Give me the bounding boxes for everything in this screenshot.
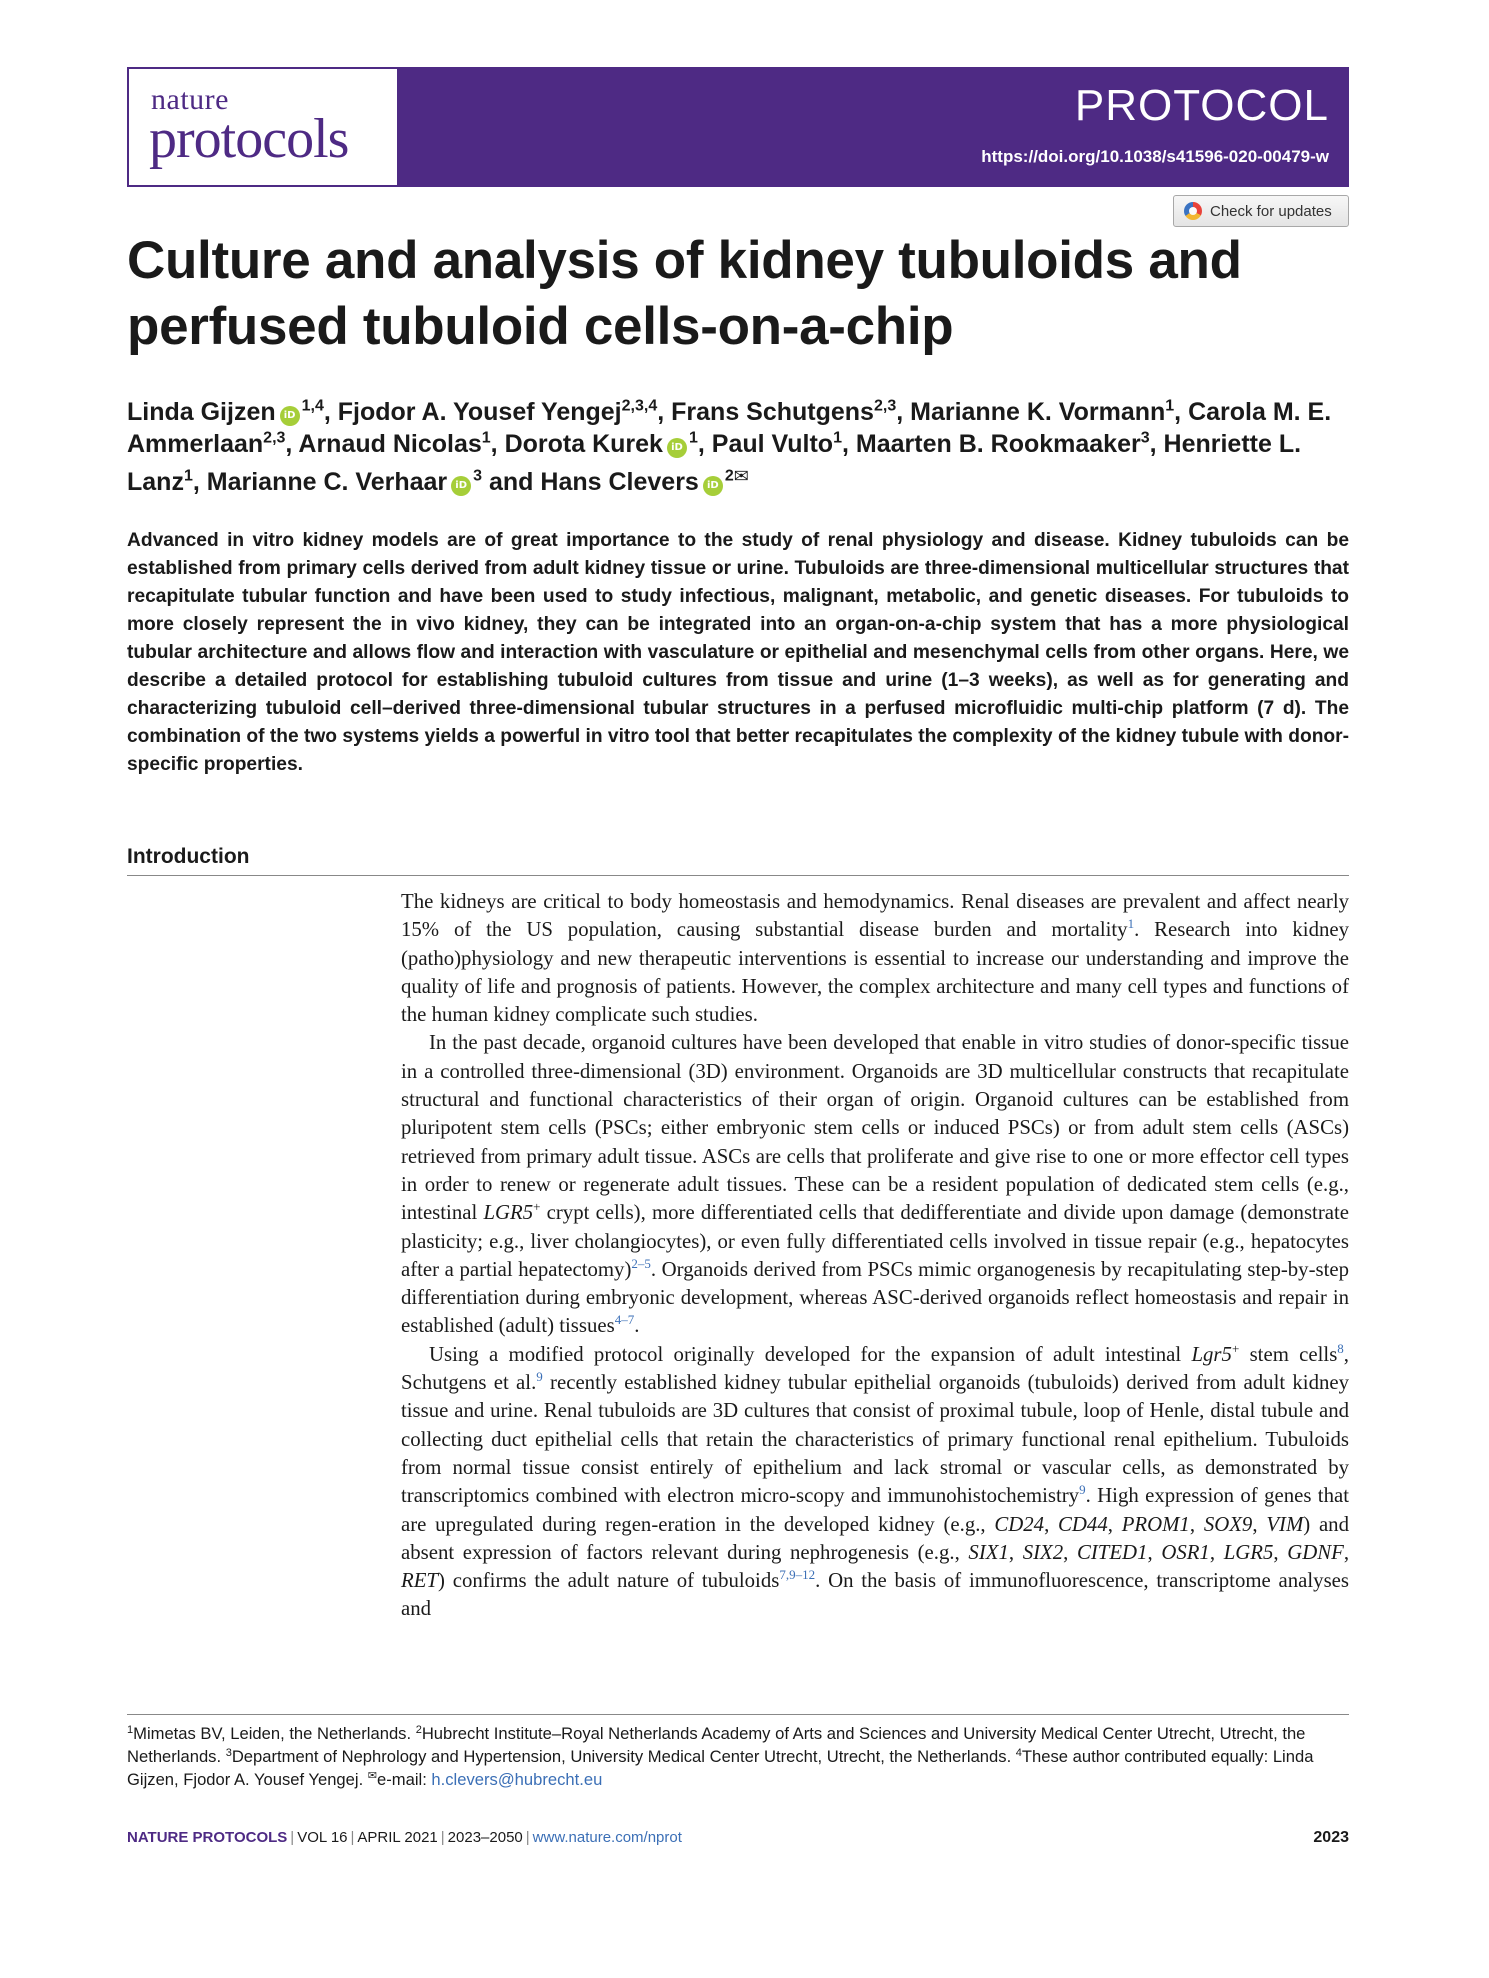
reference-link[interactable]: 9 (1079, 1482, 1086, 1498)
text-run: recently established kidney tubular epithelial organoids (tubuloids) derived from adult kidney tissue and urine. Renal tubuloids are 3D cultures that consist of proximal tubule, loop of Henle, distal tubule and collecting duct epithelial cells that retain the characteristics of primary functional renal epithelium. Tubuloids from normal tissue consist entirely of epithelium and lack stromal or vascular cells, as demonstrated by transcriptomics combined with electron micro-scopy and immunohistochemistry (401, 1371, 1349, 1508)
author-name[interactable]: Henriette L. Lanz (127, 430, 1302, 496)
gene-name: SOX9 (1203, 1512, 1253, 1536)
gene-name: Lgr5 (1191, 1342, 1232, 1366)
text-run: , Schutgens et al. (401, 1342, 1349, 1395)
text-run: . High expression of genes that are upregulated during regen-eration in the developed kidney (e.g., (401, 1484, 1349, 1536)
author-name[interactable]: Carola M. E. Ammerlaan (127, 398, 1332, 458)
author-affiliation: 1 (481, 429, 491, 447)
section-divider (127, 875, 1349, 876)
affiliation-text: Hubrecht Institute–Royal Netherlands Academy of Arts and Sciences and University Medical Center Utrecht, Utrecht, the Netherlands. (127, 1724, 1306, 1766)
affiliation-text: Department of Nephrology and Hypertension, University Medical Center Utrecht, Utrecht, the Netherlands. (231, 1747, 1016, 1766)
gene-name: LGR5 (483, 1201, 534, 1225)
footer-separator: | (525, 1829, 530, 1846)
text-run: . Research into kidney (patho)physiology and new therapeutic interventions is essential to increase our understanding and improve the quality of life and prognosis of patients. However, the complex architecture and many cell types and functions of the human kidney complicate such studies. (401, 918, 1349, 1027)
text-run: . (634, 1314, 640, 1338)
gene-name: SIX2 (1022, 1540, 1064, 1564)
gene-list-regeneration: CD24, CD44, PROM1, SOX9, VIM (994, 1512, 1304, 1536)
author-affiliation: 1 (688, 429, 698, 447)
author-affiliation: 3 (473, 467, 483, 485)
author-name[interactable]: Linda Gijzen (127, 398, 276, 426)
gene-name: LGR5 (1223, 1540, 1274, 1564)
gene-name: CD24 (994, 1512, 1045, 1536)
author-name[interactable]: Marianne K. Vormann (910, 398, 1166, 426)
author-name[interactable]: Arnaud Nicolas (298, 430, 482, 458)
page-footer (127, 1829, 1349, 1846)
logo-protocols-text: protocols (149, 108, 349, 170)
author-affiliation: 2 (724, 467, 734, 485)
author-affiliation: 2,3 (873, 397, 897, 415)
article-type-label: PROTOCOL (1074, 81, 1329, 130)
author-affiliation: 1 (183, 467, 193, 485)
gene-name: GDNF (1287, 1540, 1344, 1564)
text-run: ) and absent expression of factors relevant during nephrogenesis (e.g., (401, 1512, 1349, 1564)
gene-name: RET (401, 1569, 438, 1593)
journal-header (127, 67, 1349, 187)
orcid-icon[interactable]: iD (280, 406, 300, 426)
footer-journal-url[interactable]: www.nature.com/nprot (532, 1829, 682, 1846)
footer-pages: 2023–2050 (447, 1829, 523, 1846)
article-title: Culture and analysis of kidney tubuloids and perfused tubuloid cells-on-a-chip (127, 231, 1242, 356)
section-heading-introduction: Introduction (127, 845, 250, 868)
affiliation-number: 3 (225, 1747, 232, 1759)
intro-paragraph-2 (401, 1029, 1349, 1340)
introduction-body (401, 888, 1349, 1624)
text-run: crypt cells), more differentiated cells that dedifferentiate and divide upon damage (demonstrate plasticity; e.g., liver cholangiocytes), or even fully differentiated cells involved in tissue repair (e.g., hepatocytes after a partial hepatectomy) (401, 1201, 1349, 1281)
text-run: In the past decade, organoid cultures have been developed that enable in vitro studies of donor-specific tissue in a controlled three-dimensional (3D) environment. Organoids are 3D multicellular constructs that recapitulate structural and functional characteristics of their organ of origin. Organoid cultures can be established from pluripotent stem cells (PSCs; either embryonic stem cells or induced PSCs) or from adult stem cells (ASCs) retrieved from primary adult tissue. ASCs are cells that proliferate and give rise to one or more effector cell types in order to renew or regenerate adult tissues. These can be a resident population of dedicated stem cells (e.g., intestinal (401, 1031, 1349, 1225)
intro-paragraph-3 (401, 1341, 1349, 1624)
orcid-icon[interactable]: iD (703, 476, 723, 496)
envelope-icon: ✉ (367, 1770, 378, 1782)
author-name[interactable]: Marianne C. Verhaar (206, 468, 448, 496)
gene-name: CD44 (1058, 1512, 1108, 1536)
reference-link[interactable]: 8 (1337, 1340, 1344, 1356)
footer-separator: | (440, 1829, 445, 1846)
page-number: 2023 (1313, 1829, 1349, 1846)
text-run: ) confirms the adult nature of tubuloids (437, 1569, 780, 1593)
author-affiliation: 2,3,4 (621, 397, 658, 415)
author-affiliation: 1 (833, 429, 842, 447)
logo-nature-text: nature (151, 83, 229, 116)
email-label: e-mail: (377, 1770, 432, 1789)
superscript-plus: + (533, 1199, 541, 1215)
footer-journal-name: NATURE PROTOCOLS (127, 1829, 288, 1846)
envelope-icon[interactable]: ✉ (733, 466, 749, 486)
doi-link[interactable]: https://doi.org/10.1038/s41596-020-00479-w (981, 147, 1329, 166)
reference-link[interactable]: 4–7 (614, 1312, 635, 1328)
footnote-divider (127, 1714, 1349, 1715)
orcid-icon[interactable]: iD (451, 476, 471, 496)
author-list: Linda Gijzen iD$^{1,4}$, Fjodor A. Yousef Yengej$^{2,3,4}$, Frans Schutgens$^{2,3}$, Marianne K. Vormann$^1$, Carola M. E. Ammerlaan$^{2,3}$, Arnaud Nicolas$^1$, Dorota Kurek $iD^1$, Paul Vulto$^1$, Maarten B. Rookmaaker$^3$, Henriette L. Lanz$^1$, Marianne C. Verhaar $iD^3$ and Hans Clevers $iD^2✉$ (127, 397, 1332, 496)
footer-date: APRIL 2021 (357, 1829, 438, 1846)
text-run: stem cells (1239, 1342, 1338, 1366)
check-for-updates-button[interactable] (1173, 195, 1349, 227)
gene-name: VIM (1266, 1512, 1304, 1536)
affiliation-number: 1 (127, 1724, 134, 1736)
text-run: . Organoids derived from PSCs mimic organogenesis by recapitulating step-by-step differentiation during embryonic development, whereas ASC-derived organoids reflect homeostasis and repair in established (adult) tissues (401, 1257, 1349, 1338)
reference-link[interactable]: 1 (1127, 916, 1135, 932)
check-updates-label: Check for updates (1210, 202, 1332, 220)
text-run: . On the basis of immunofluorescence, transcriptome analyses and (401, 1569, 1349, 1621)
gene-name: PROM1 (1121, 1512, 1190, 1536)
reference-link[interactable]: 9 (536, 1369, 543, 1385)
intro-paragraph-1 (401, 888, 1349, 1029)
footer-volume: VOL 16 (297, 1829, 348, 1846)
author-affiliation: 1,4 (301, 397, 324, 415)
author-affiliation: 3 (1140, 429, 1150, 447)
reference-link[interactable]: 2–5 (631, 1255, 651, 1271)
crossmark-icon (1184, 202, 1202, 220)
footer-separator: | (290, 1829, 295, 1846)
author-name[interactable]: Paul Vulto (711, 430, 834, 458)
footer-separator: | (350, 1829, 355, 1846)
author-name[interactable]: Dorota Kurek (504, 430, 663, 458)
text-run: The kidneys are critical to body homeostasis and hemodynamics. Renal diseases are prevalent and affect nearly 15% of the US population, causing substantial disease burden and mortality (401, 890, 1349, 942)
gene-name: OSR1 (1161, 1540, 1210, 1564)
author-name[interactable]: Maarten B. Rookmaaker (855, 430, 1141, 458)
author-name[interactable]: Fjodor A. Yousef Yengej (337, 398, 622, 426)
gene-name: CITED1 (1076, 1540, 1148, 1564)
email-link[interactable]: h.clevers@hubrecht.eu (431, 1770, 603, 1789)
affiliation-number: 2 (415, 1724, 422, 1736)
author-name[interactable]: Hans Clevers (540, 468, 699, 496)
affiliation-text: Mimetas BV, Leiden, the Netherlands. (133, 1724, 416, 1743)
journal-logo[interactable] (127, 67, 399, 187)
affiliations-footnote (127, 1722, 1349, 1791)
reference-link[interactable]: 7,9–12 (779, 1567, 816, 1583)
author-affiliation: 1 (1165, 397, 1175, 415)
author-name[interactable]: Frans Schutgens (671, 398, 874, 426)
abstract: Advanced in vitro kidney models are of great importance to the study of renal physiology and disease. Kidney tubuloids can be established from primary cells derived from adult kidney tissue or urine. Tubuloids are three-dimensional multicellular structures that recapitulate tubular function and have been used to study infectious, malignant, metabolic, and genetic diseases. For tubuloids to more closely represent the in vivo kidney, they can be integrated into an organ-on-a-chip system that has a more physiological tubular architecture and allows flow and interaction with vasculature or epithelial and mesenchymal cells from other organs. Here, we describe a detailed protocol for establishing tubuloid cultures from tissue and urine (1–3 weeks), as well as for generating and characterizing tubuloid cell–derived three-dimensional tubular structures in a perfused microfluidic multi-chip platform (7 d). The combination of the two systems yields a powerful in vitro tool that better recapitulates the complexity of the kidney tubule with donor-specific properties. (127, 530, 1349, 775)
affiliation-text: These author contributed equally: Linda Gijzen, Fjodor A. Yousef Yengej. (127, 1747, 1314, 1789)
affiliation-number: 4 (1015, 1747, 1022, 1759)
gene-name: SIX1 (968, 1540, 1009, 1564)
orcid-icon[interactable]: iD (667, 438, 687, 458)
superscript-plus: + (1231, 1340, 1240, 1356)
gene-list-nephrogenesis: SIX1, SIX2, CITED1, OSR1, LGR5, GDNF, RET (401, 1540, 1350, 1593)
text-run: Using a modified protocol originally developed for the expansion of adult intestinal (429, 1342, 1192, 1366)
author-affiliation: 2,3 (263, 429, 286, 447)
